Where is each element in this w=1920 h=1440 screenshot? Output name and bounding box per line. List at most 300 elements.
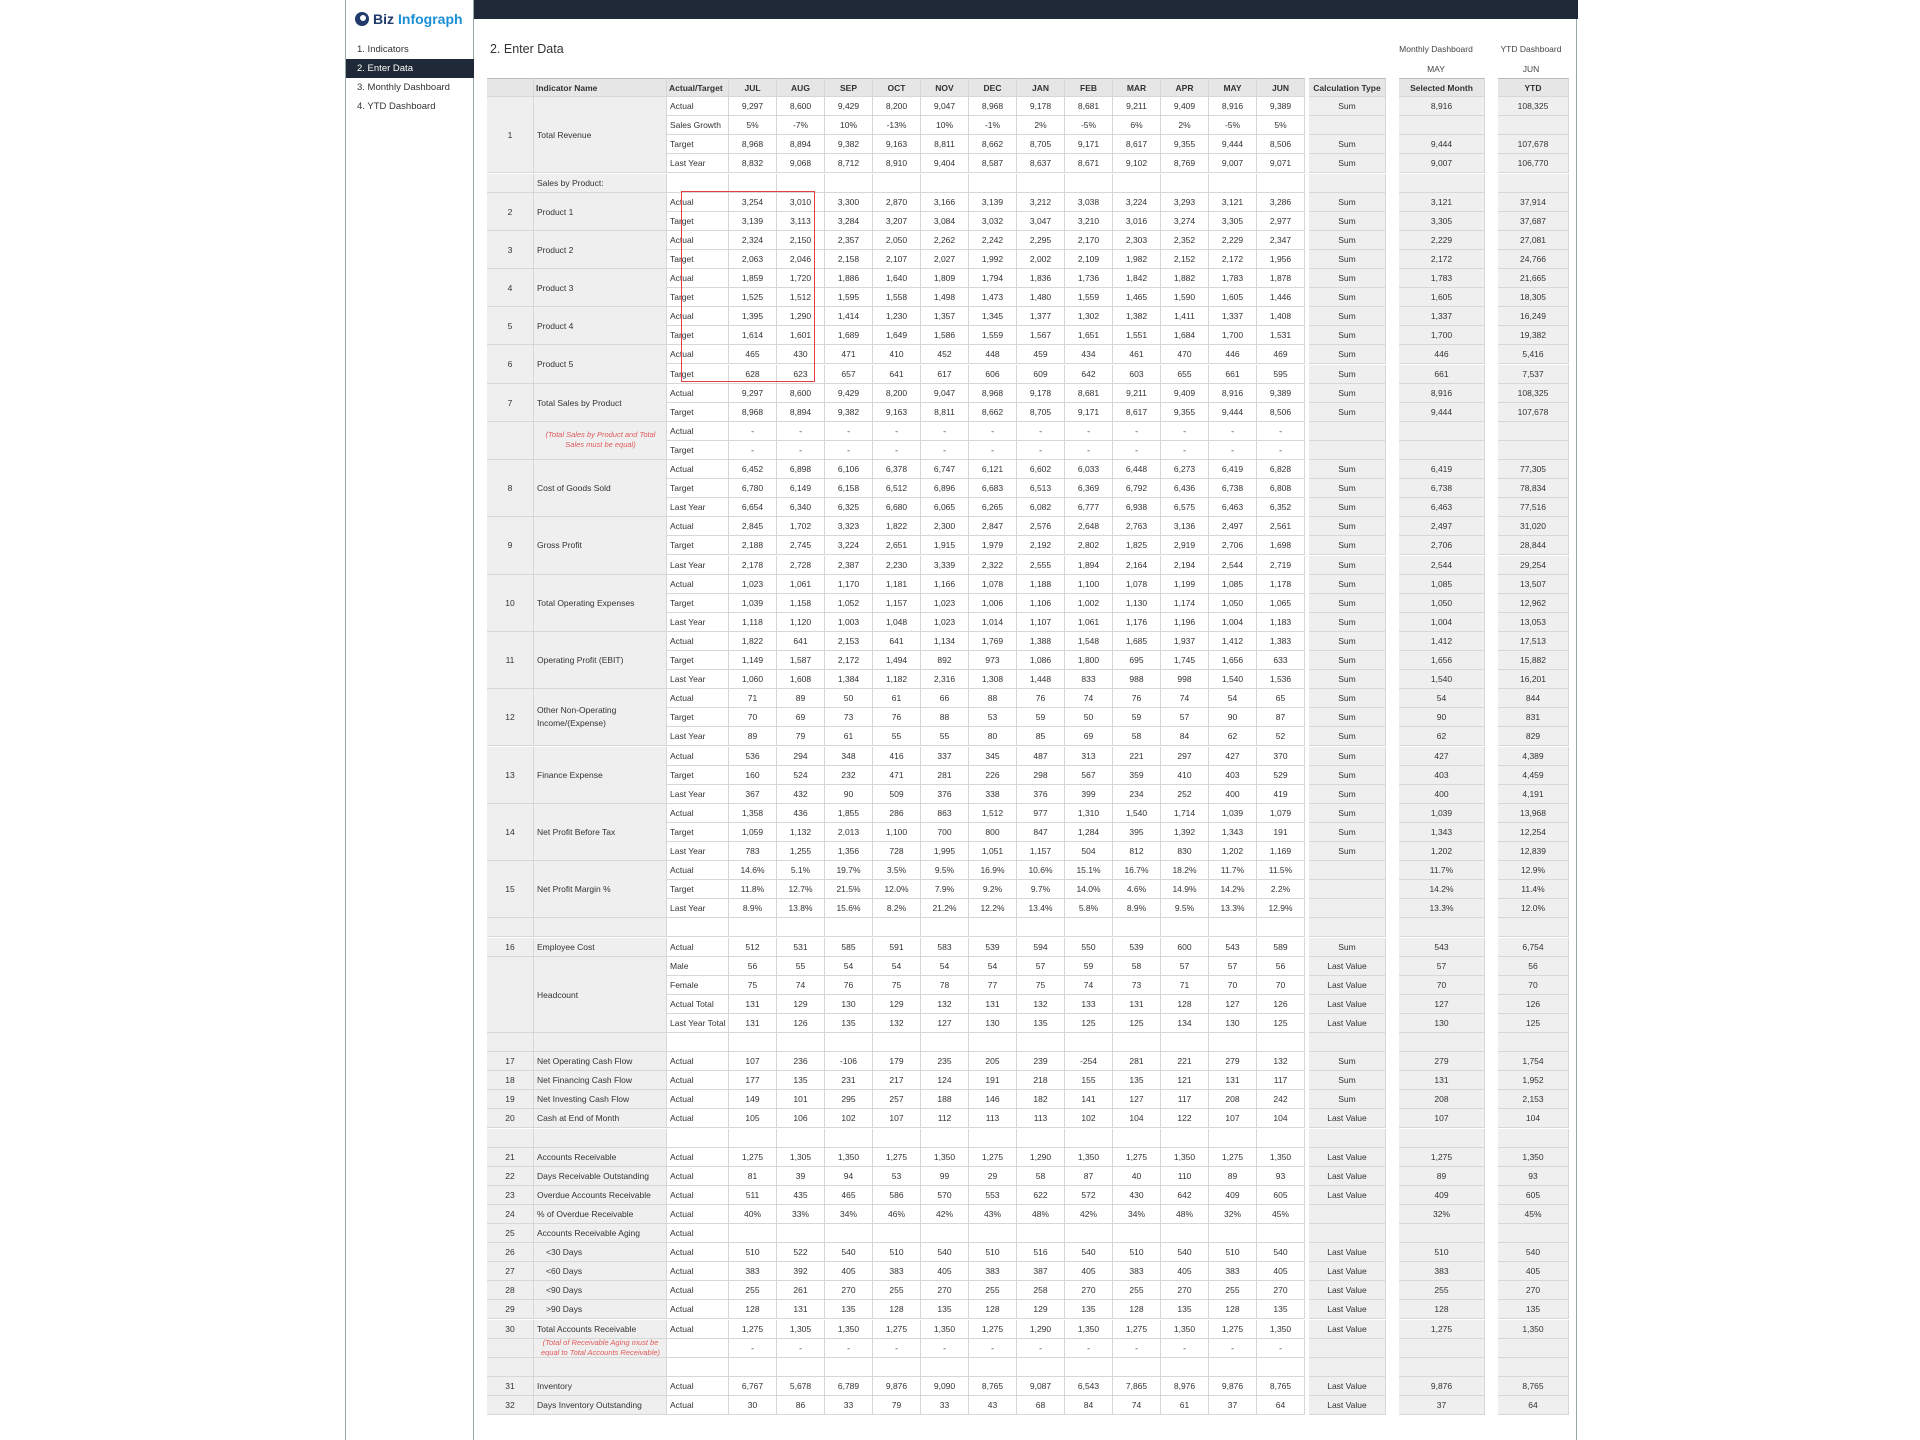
month-value-cell[interactable]: 1,800 bbox=[1065, 651, 1113, 670]
month-value-cell[interactable]: 1,023 bbox=[921, 613, 969, 632]
month-value-cell[interactable] bbox=[1113, 918, 1161, 937]
month-value-cell[interactable]: 3.5% bbox=[873, 861, 921, 880]
month-value-cell[interactable]: 2,109 bbox=[1065, 250, 1113, 269]
month-value-cell[interactable]: 359 bbox=[1113, 766, 1161, 785]
month-value-cell[interactable]: 75 bbox=[729, 976, 777, 995]
month-value-cell[interactable]: 609 bbox=[1017, 365, 1065, 384]
month-value-cell[interactable]: 6,106 bbox=[825, 460, 873, 479]
month-value-cell[interactable] bbox=[1065, 1129, 1113, 1148]
month-value-cell[interactable]: 8,617 bbox=[1113, 135, 1161, 154]
month-value-cell[interactable]: 297 bbox=[1161, 747, 1209, 766]
month-value-cell[interactable]: 409 bbox=[1209, 1186, 1257, 1205]
month-value-cell[interactable]: - bbox=[969, 441, 1017, 460]
month-value-cell[interactable]: 8.9% bbox=[1113, 899, 1161, 918]
month-value-cell[interactable]: 88 bbox=[921, 708, 969, 727]
month-value-cell[interactable]: 1,006 bbox=[969, 594, 1017, 613]
month-value-cell[interactable]: 217 bbox=[873, 1071, 921, 1090]
month-value-cell[interactable]: 70 bbox=[1257, 976, 1305, 995]
month-value-cell[interactable]: 8,765 bbox=[1257, 1377, 1305, 1396]
month-value-cell[interactable]: 1,736 bbox=[1065, 269, 1113, 288]
month-value-cell[interactable] bbox=[825, 918, 873, 937]
calc-type-cell[interactable]: Sum bbox=[1309, 766, 1386, 785]
month-value-cell[interactable]: 6,325 bbox=[825, 498, 873, 517]
month-value-cell[interactable]: 2,802 bbox=[1065, 536, 1113, 555]
month-value-cell[interactable]: 135 bbox=[825, 1300, 873, 1319]
month-value-cell[interactable]: 1,078 bbox=[1113, 575, 1161, 594]
month-value-cell[interactable]: 141 bbox=[1065, 1090, 1113, 1109]
month-value-cell[interactable]: 226 bbox=[969, 766, 1017, 785]
month-value-cell[interactable]: 1,290 bbox=[1017, 1148, 1065, 1167]
month-value-cell[interactable]: 107 bbox=[873, 1109, 921, 1128]
month-value-cell[interactable]: 1,188 bbox=[1017, 575, 1065, 594]
month-value-cell[interactable] bbox=[873, 1358, 921, 1377]
month-value-cell[interactable]: 1,982 bbox=[1113, 250, 1161, 269]
month-value-cell[interactable]: - bbox=[1113, 422, 1161, 441]
month-value-cell[interactable]: 695 bbox=[1113, 651, 1161, 670]
month-value-cell[interactable]: 641 bbox=[873, 365, 921, 384]
month-value-cell[interactable]: 2,150 bbox=[777, 231, 825, 250]
month-value-cell[interactable]: 2,719 bbox=[1257, 556, 1305, 575]
month-value-cell[interactable]: 487 bbox=[1017, 747, 1065, 766]
month-value-cell[interactable]: 71 bbox=[729, 689, 777, 708]
month-value-cell[interactable] bbox=[1017, 1033, 1065, 1052]
calc-type-cell[interactable]: Sum bbox=[1309, 479, 1386, 498]
month-value-cell[interactable]: 1,473 bbox=[969, 288, 1017, 307]
month-value-cell[interactable]: 133 bbox=[1065, 995, 1113, 1014]
month-value-cell[interactable]: 131 bbox=[969, 995, 1017, 1014]
month-value-cell[interactable]: 1,498 bbox=[921, 288, 969, 307]
month-value-cell[interactable]: 430 bbox=[1113, 1186, 1161, 1205]
month-value-cell[interactable]: 3,284 bbox=[825, 212, 873, 231]
month-value-cell[interactable]: 8,894 bbox=[777, 403, 825, 422]
month-value-cell[interactable]: 1,685 bbox=[1113, 632, 1161, 651]
month-value-cell[interactable]: 9,178 bbox=[1017, 97, 1065, 116]
month-value-cell[interactable]: 75 bbox=[1017, 976, 1065, 995]
month-value-cell[interactable]: 595 bbox=[1257, 365, 1305, 384]
month-value-cell[interactable]: - bbox=[1065, 422, 1113, 441]
month-value-cell[interactable]: 2,555 bbox=[1017, 556, 1065, 575]
month-value-cell[interactable]: 107 bbox=[729, 1052, 777, 1071]
month-value-cell[interactable]: 1,130 bbox=[1113, 594, 1161, 613]
month-value-cell[interactable]: 1,567 bbox=[1017, 326, 1065, 345]
calc-type-cell[interactable]: Last Value bbox=[1309, 1167, 1386, 1186]
month-value-cell[interactable]: 628 bbox=[729, 365, 777, 384]
month-value-cell[interactable]: 6,828 bbox=[1257, 460, 1305, 479]
calc-type-cell[interactable]: Sum bbox=[1309, 651, 1386, 670]
month-value-cell[interactable]: 395 bbox=[1113, 823, 1161, 842]
calc-type-cell[interactable] bbox=[1309, 1129, 1386, 1148]
month-value-cell[interactable]: 231 bbox=[825, 1071, 873, 1090]
month-value-cell[interactable]: 102 bbox=[825, 1109, 873, 1128]
month-value-cell[interactable]: 14.9% bbox=[1161, 880, 1209, 899]
month-value-cell[interactable]: 57 bbox=[1209, 957, 1257, 976]
month-value-cell[interactable]: 1,855 bbox=[825, 804, 873, 823]
month-value-cell[interactable]: 1,051 bbox=[969, 842, 1017, 861]
month-value-cell[interactable]: 1,023 bbox=[729, 575, 777, 594]
month-value-cell[interactable]: 9,171 bbox=[1065, 403, 1113, 422]
month-value-cell[interactable]: - bbox=[1209, 1339, 1257, 1358]
month-value-cell[interactable] bbox=[1257, 1129, 1305, 1148]
month-value-cell[interactable]: 261 bbox=[777, 1281, 825, 1300]
month-value-cell[interactable]: 641 bbox=[873, 632, 921, 651]
month-value-cell[interactable]: - bbox=[1161, 441, 1209, 460]
month-value-cell[interactable]: 338 bbox=[969, 785, 1017, 804]
month-value-cell[interactable]: 9,409 bbox=[1161, 97, 1209, 116]
month-value-cell[interactable]: 2,977 bbox=[1257, 212, 1305, 231]
month-value-cell[interactable]: 12.7% bbox=[777, 880, 825, 899]
month-value-cell[interactable]: 2,745 bbox=[777, 536, 825, 555]
month-value-cell[interactable]: 74 bbox=[777, 976, 825, 995]
month-value-cell[interactable]: 12.9% bbox=[1257, 899, 1305, 918]
month-value-cell[interactable]: 102 bbox=[1065, 1109, 1113, 1128]
month-value-cell[interactable]: 5.1% bbox=[777, 861, 825, 880]
month-value-cell[interactable]: 16.9% bbox=[969, 861, 1017, 880]
month-value-cell[interactable]: 543 bbox=[1209, 938, 1257, 957]
month-value-cell[interactable]: 48% bbox=[1161, 1205, 1209, 1224]
month-value-cell[interactable]: 9,444 bbox=[1209, 403, 1257, 422]
month-value-cell[interactable]: 863 bbox=[921, 804, 969, 823]
month-value-cell[interactable]: 89 bbox=[1209, 1167, 1257, 1186]
month-value-cell[interactable]: 128 bbox=[1209, 1300, 1257, 1319]
month-value-cell[interactable]: 135 bbox=[825, 1014, 873, 1033]
month-value-cell[interactable]: 6,121 bbox=[969, 460, 1017, 479]
month-value-cell[interactable]: 998 bbox=[1161, 670, 1209, 689]
month-value-cell[interactable]: 19.7% bbox=[825, 861, 873, 880]
month-value-cell[interactable]: 69 bbox=[1065, 727, 1113, 746]
month-value-cell[interactable]: 2,561 bbox=[1257, 517, 1305, 536]
month-value-cell[interactable]: -106 bbox=[825, 1052, 873, 1071]
month-value-cell[interactable]: 657 bbox=[825, 365, 873, 384]
month-value-cell[interactable]: 129 bbox=[777, 995, 825, 1014]
month-value-cell[interactable]: 461 bbox=[1113, 345, 1161, 364]
month-value-cell[interactable]: 1,308 bbox=[969, 670, 1017, 689]
month-value-cell[interactable]: - bbox=[1209, 422, 1257, 441]
month-value-cell[interactable]: - bbox=[1065, 1339, 1113, 1358]
month-value-cell[interactable]: 1,446 bbox=[1257, 288, 1305, 307]
month-value-cell[interactable] bbox=[1209, 1358, 1257, 1377]
month-value-cell[interactable]: 132 bbox=[1257, 1052, 1305, 1071]
month-value-cell[interactable]: 2,706 bbox=[1209, 536, 1257, 555]
month-value-cell[interactable]: 1,061 bbox=[1065, 613, 1113, 632]
month-value-cell[interactable] bbox=[1113, 1224, 1161, 1243]
month-value-cell[interactable]: 7,865 bbox=[1113, 1377, 1161, 1396]
month-value-cell[interactable]: -5% bbox=[1209, 116, 1257, 135]
month-value-cell[interactable]: 655 bbox=[1161, 365, 1209, 384]
month-value-cell[interactable]: 430 bbox=[777, 345, 825, 364]
month-value-cell[interactable]: 1,408 bbox=[1257, 307, 1305, 326]
month-value-cell[interactable]: 6,265 bbox=[969, 498, 1017, 517]
calc-type-cell[interactable]: Sum bbox=[1309, 747, 1386, 766]
month-value-cell[interactable]: 131 bbox=[729, 1014, 777, 1033]
month-value-cell[interactable]: 113 bbox=[969, 1109, 1017, 1128]
month-value-cell[interactable]: 2,152 bbox=[1161, 250, 1209, 269]
month-value-cell[interactable]: 977 bbox=[1017, 804, 1065, 823]
month-value-cell[interactable]: 1,302 bbox=[1065, 307, 1113, 326]
month-value-cell[interactable]: 255 bbox=[1113, 1281, 1161, 1300]
month-value-cell[interactable] bbox=[921, 1033, 969, 1052]
calc-type-cell[interactable]: Sum bbox=[1309, 365, 1386, 384]
month-value-cell[interactable]: 6,602 bbox=[1017, 460, 1065, 479]
month-value-cell[interactable]: 2,316 bbox=[921, 670, 969, 689]
month-value-cell[interactable]: - bbox=[777, 1339, 825, 1358]
month-value-cell[interactable]: 188 bbox=[921, 1090, 969, 1109]
calc-type-cell[interactable]: Sum bbox=[1309, 804, 1386, 823]
month-value-cell[interactable]: 6,512 bbox=[873, 479, 921, 498]
month-value-cell[interactable]: 177 bbox=[729, 1071, 777, 1090]
month-value-cell[interactable]: 1,166 bbox=[921, 575, 969, 594]
month-value-cell[interactable]: 1,183 bbox=[1257, 613, 1305, 632]
month-value-cell[interactable]: 510 bbox=[1209, 1243, 1257, 1262]
month-value-cell[interactable]: 3,047 bbox=[1017, 212, 1065, 231]
month-value-cell[interactable]: 399 bbox=[1065, 785, 1113, 804]
month-value-cell[interactable]: 270 bbox=[1257, 1281, 1305, 1300]
month-value-cell[interactable]: 121 bbox=[1161, 1071, 1209, 1090]
month-value-cell[interactable]: 1,337 bbox=[1209, 307, 1257, 326]
month-value-cell[interactable]: 2,303 bbox=[1113, 231, 1161, 250]
month-value-cell[interactable] bbox=[1161, 174, 1209, 193]
month-value-cell[interactable]: 1,050 bbox=[1209, 594, 1257, 613]
month-value-cell[interactable]: 3,121 bbox=[1209, 193, 1257, 212]
month-value-cell[interactable]: 1,350 bbox=[921, 1148, 969, 1167]
month-value-cell[interactable]: 403 bbox=[1209, 766, 1257, 785]
month-value-cell[interactable]: 9.2% bbox=[969, 880, 1017, 899]
month-value-cell[interactable] bbox=[777, 1224, 825, 1243]
month-value-cell[interactable]: 529 bbox=[1257, 766, 1305, 785]
month-value-cell[interactable]: 9,382 bbox=[825, 135, 873, 154]
month-value-cell[interactable]: 3,166 bbox=[921, 193, 969, 212]
month-value-cell[interactable] bbox=[1161, 1129, 1209, 1148]
month-value-cell[interactable]: 1,395 bbox=[729, 307, 777, 326]
month-value-cell[interactable]: 6% bbox=[1113, 116, 1161, 135]
month-value-cell[interactable] bbox=[1065, 1358, 1113, 1377]
month-value-cell[interactable]: 370 bbox=[1257, 747, 1305, 766]
calc-type-cell[interactable]: Sum bbox=[1309, 135, 1386, 154]
month-value-cell[interactable] bbox=[969, 1033, 1017, 1052]
month-value-cell[interactable]: 1,134 bbox=[921, 632, 969, 651]
month-value-cell[interactable]: 258 bbox=[1017, 1281, 1065, 1300]
month-value-cell[interactable]: 56 bbox=[729, 957, 777, 976]
calc-type-cell[interactable]: Sum bbox=[1309, 498, 1386, 517]
month-value-cell[interactable]: 2,178 bbox=[729, 556, 777, 575]
month-value-cell[interactable]: 126 bbox=[1257, 995, 1305, 1014]
month-value-cell[interactable]: 524 bbox=[777, 766, 825, 785]
month-value-cell[interactable]: 2,063 bbox=[729, 250, 777, 269]
month-value-cell[interactable]: 77 bbox=[969, 976, 1017, 995]
month-value-cell[interactable]: 8,681 bbox=[1065, 384, 1113, 403]
calc-type-cell[interactable]: Last Value bbox=[1309, 1396, 1386, 1415]
calc-type-cell[interactable]: Sum bbox=[1309, 689, 1386, 708]
month-value-cell[interactable]: 8,968 bbox=[729, 135, 777, 154]
month-value-cell[interactable]: 252 bbox=[1161, 785, 1209, 804]
month-value-cell[interactable]: 8,600 bbox=[777, 384, 825, 403]
nav-item-enter-data[interactable]: 2. Enter Data bbox=[346, 59, 474, 78]
month-value-cell[interactable]: 419 bbox=[1257, 785, 1305, 804]
month-value-cell[interactable]: 1,956 bbox=[1257, 250, 1305, 269]
month-value-cell[interactable]: 74 bbox=[1065, 689, 1113, 708]
month-value-cell[interactable]: 73 bbox=[1113, 976, 1161, 995]
month-value-cell[interactable]: 50 bbox=[1065, 708, 1113, 727]
month-value-cell[interactable]: - bbox=[873, 1339, 921, 1358]
calc-type-cell[interactable]: Sum bbox=[1309, 632, 1386, 651]
month-value-cell[interactable]: 93 bbox=[1257, 1167, 1305, 1186]
calc-type-cell[interactable]: Sum bbox=[1309, 269, 1386, 288]
month-value-cell[interactable]: 1,085 bbox=[1209, 575, 1257, 594]
month-value-cell[interactable]: - bbox=[825, 1339, 873, 1358]
calc-type-cell[interactable]: Sum bbox=[1309, 842, 1386, 861]
month-value-cell[interactable]: 2% bbox=[1161, 116, 1209, 135]
month-value-cell[interactable]: 129 bbox=[1017, 1300, 1065, 1319]
month-value-cell[interactable]: 86 bbox=[777, 1396, 825, 1415]
month-value-cell[interactable]: 1,540 bbox=[1113, 804, 1161, 823]
month-value-cell[interactable]: 294 bbox=[777, 747, 825, 766]
month-value-cell[interactable]: 1,702 bbox=[777, 517, 825, 536]
month-value-cell[interactable]: - bbox=[1113, 441, 1161, 460]
month-value-cell[interactable]: 56 bbox=[1257, 957, 1305, 976]
month-value-cell[interactable]: 6,369 bbox=[1065, 479, 1113, 498]
month-value-cell[interactable]: 55 bbox=[873, 727, 921, 746]
month-value-cell[interactable]: 471 bbox=[873, 766, 921, 785]
month-value-cell[interactable]: 29 bbox=[969, 1167, 1017, 1186]
month-value-cell[interactable]: 591 bbox=[873, 938, 921, 957]
month-value-cell[interactable]: 2,763 bbox=[1113, 517, 1161, 536]
month-value-cell[interactable]: 623 bbox=[777, 365, 825, 384]
month-value-cell[interactable]: 1,079 bbox=[1257, 804, 1305, 823]
month-value-cell[interactable]: 1,684 bbox=[1161, 326, 1209, 345]
month-value-cell[interactable]: 33 bbox=[921, 1396, 969, 1415]
month-value-cell[interactable] bbox=[1113, 174, 1161, 193]
month-value-cell[interactable]: 3,038 bbox=[1065, 193, 1113, 212]
month-value-cell[interactable]: 76 bbox=[1113, 689, 1161, 708]
month-value-cell[interactable] bbox=[969, 174, 1017, 193]
month-value-cell[interactable]: 1,182 bbox=[873, 670, 921, 689]
month-value-cell[interactable]: 603 bbox=[1113, 365, 1161, 384]
month-value-cell[interactable]: 1,794 bbox=[969, 269, 1017, 288]
month-value-cell[interactable]: 1,169 bbox=[1257, 842, 1305, 861]
month-value-cell[interactable]: 1,118 bbox=[729, 613, 777, 632]
month-value-cell[interactable]: 6,340 bbox=[777, 498, 825, 517]
month-value-cell[interactable]: 37 bbox=[1209, 1396, 1257, 1415]
month-value-cell[interactable] bbox=[825, 1033, 873, 1052]
month-value-cell[interactable]: 6,149 bbox=[777, 479, 825, 498]
month-value-cell[interactable] bbox=[825, 174, 873, 193]
month-value-cell[interactable]: 510 bbox=[873, 1243, 921, 1262]
calc-type-cell[interactable]: Sum bbox=[1309, 212, 1386, 231]
month-value-cell[interactable]: 131 bbox=[1113, 995, 1161, 1014]
month-value-cell[interactable]: 74 bbox=[1161, 689, 1209, 708]
month-value-cell[interactable]: 2,164 bbox=[1113, 556, 1161, 575]
calc-type-cell[interactable] bbox=[1309, 174, 1386, 193]
month-value-cell[interactable]: 8,662 bbox=[969, 135, 1017, 154]
month-value-cell[interactable]: - bbox=[777, 441, 825, 460]
month-value-cell[interactable] bbox=[1257, 918, 1305, 937]
month-value-cell[interactable]: 1,059 bbox=[729, 823, 777, 842]
month-value-cell[interactable]: 128 bbox=[969, 1300, 1017, 1319]
calc-type-cell[interactable]: Sum bbox=[1309, 154, 1386, 173]
month-value-cell[interactable]: 376 bbox=[1017, 785, 1065, 804]
calc-type-cell[interactable]: Sum bbox=[1309, 1052, 1386, 1071]
month-value-cell[interactable]: 218 bbox=[1017, 1071, 1065, 1090]
month-value-cell[interactable]: 1,377 bbox=[1017, 307, 1065, 326]
month-value-cell[interactable] bbox=[969, 1224, 1017, 1243]
month-value-cell[interactable]: 6,683 bbox=[969, 479, 1017, 498]
month-value-cell[interactable]: 383 bbox=[969, 1262, 1017, 1281]
month-value-cell[interactable]: 1,275 bbox=[1113, 1320, 1161, 1339]
month-value-cell[interactable]: 62 bbox=[1209, 727, 1257, 746]
month-value-cell[interactable]: 9,876 bbox=[1209, 1377, 1257, 1396]
month-value-cell[interactable]: 617 bbox=[921, 365, 969, 384]
month-value-cell[interactable]: 70 bbox=[1209, 976, 1257, 995]
month-value-cell[interactable]: 3,254 bbox=[729, 193, 777, 212]
month-value-cell[interactable]: 1,392 bbox=[1161, 823, 1209, 842]
month-value-cell[interactable]: 1,350 bbox=[1257, 1148, 1305, 1167]
month-value-cell[interactable]: 70 bbox=[729, 708, 777, 727]
month-value-cell[interactable]: 3,139 bbox=[729, 212, 777, 231]
month-value-cell[interactable]: 135 bbox=[921, 1300, 969, 1319]
month-value-cell[interactable] bbox=[969, 1129, 1017, 1148]
month-value-cell[interactable] bbox=[1257, 174, 1305, 193]
month-value-cell[interactable]: 5% bbox=[1257, 116, 1305, 135]
month-value-cell[interactable]: 2,242 bbox=[969, 231, 1017, 250]
month-value-cell[interactable]: 1,157 bbox=[873, 594, 921, 613]
month-value-cell[interactable]: 2,870 bbox=[873, 193, 921, 212]
month-value-cell[interactable]: 6,680 bbox=[873, 498, 921, 517]
month-value-cell[interactable]: 1,700 bbox=[1209, 326, 1257, 345]
month-value-cell[interactable]: 146 bbox=[969, 1090, 1017, 1109]
month-value-cell[interactable]: 2,497 bbox=[1209, 517, 1257, 536]
month-value-cell[interactable]: 1,181 bbox=[873, 575, 921, 594]
month-value-cell[interactable]: 540 bbox=[921, 1243, 969, 1262]
month-value-cell[interactable]: 1,350 bbox=[1161, 1148, 1209, 1167]
month-value-cell[interactable]: 2,651 bbox=[873, 536, 921, 555]
month-value-cell[interactable]: 1,350 bbox=[1065, 1148, 1113, 1167]
calc-type-cell[interactable]: Sum bbox=[1309, 613, 1386, 632]
month-value-cell[interactable]: 54 bbox=[825, 957, 873, 976]
month-value-cell[interactable] bbox=[777, 1129, 825, 1148]
month-value-cell[interactable]: 79 bbox=[873, 1396, 921, 1415]
month-value-cell[interactable]: 257 bbox=[873, 1090, 921, 1109]
month-value-cell[interactable]: 1,158 bbox=[777, 594, 825, 613]
month-value-cell[interactable]: 8,506 bbox=[1257, 135, 1305, 154]
month-value-cell[interactable]: 57 bbox=[1161, 957, 1209, 976]
month-value-cell[interactable]: 8,200 bbox=[873, 97, 921, 116]
month-value-cell[interactable]: 1,014 bbox=[969, 613, 1017, 632]
month-value-cell[interactable]: 2,347 bbox=[1257, 231, 1305, 250]
month-value-cell[interactable]: 516 bbox=[1017, 1243, 1065, 1262]
month-value-cell[interactable]: - bbox=[1065, 441, 1113, 460]
month-value-cell[interactable]: 1,350 bbox=[1161, 1320, 1209, 1339]
month-value-cell[interactable]: 567 bbox=[1065, 766, 1113, 785]
month-value-cell[interactable] bbox=[873, 1033, 921, 1052]
month-value-cell[interactable]: 2,229 bbox=[1209, 231, 1257, 250]
month-value-cell[interactable]: 1,039 bbox=[729, 594, 777, 613]
calc-type-cell[interactable] bbox=[1309, 861, 1386, 880]
month-value-cell[interactable]: 1,383 bbox=[1257, 632, 1305, 651]
month-value-cell[interactable]: 59 bbox=[1113, 708, 1161, 727]
month-value-cell[interactable]: 1,384 bbox=[825, 670, 873, 689]
month-value-cell[interactable] bbox=[873, 174, 921, 193]
month-value-cell[interactable]: 281 bbox=[1113, 1052, 1161, 1071]
month-value-cell[interactable]: 9,876 bbox=[873, 1377, 921, 1396]
month-value-cell[interactable]: 191 bbox=[1257, 823, 1305, 842]
month-value-cell[interactable]: 700 bbox=[921, 823, 969, 842]
month-value-cell[interactable]: 39 bbox=[777, 1167, 825, 1186]
month-value-cell[interactable]: 1,448 bbox=[1017, 670, 1065, 689]
month-value-cell[interactable]: 1,275 bbox=[969, 1148, 1017, 1167]
month-value-cell[interactable]: 286 bbox=[873, 804, 921, 823]
month-value-cell[interactable]: 1,003 bbox=[825, 613, 873, 632]
calc-type-cell[interactable]: Last Value bbox=[1309, 957, 1386, 976]
month-value-cell[interactable] bbox=[1209, 1033, 1257, 1052]
